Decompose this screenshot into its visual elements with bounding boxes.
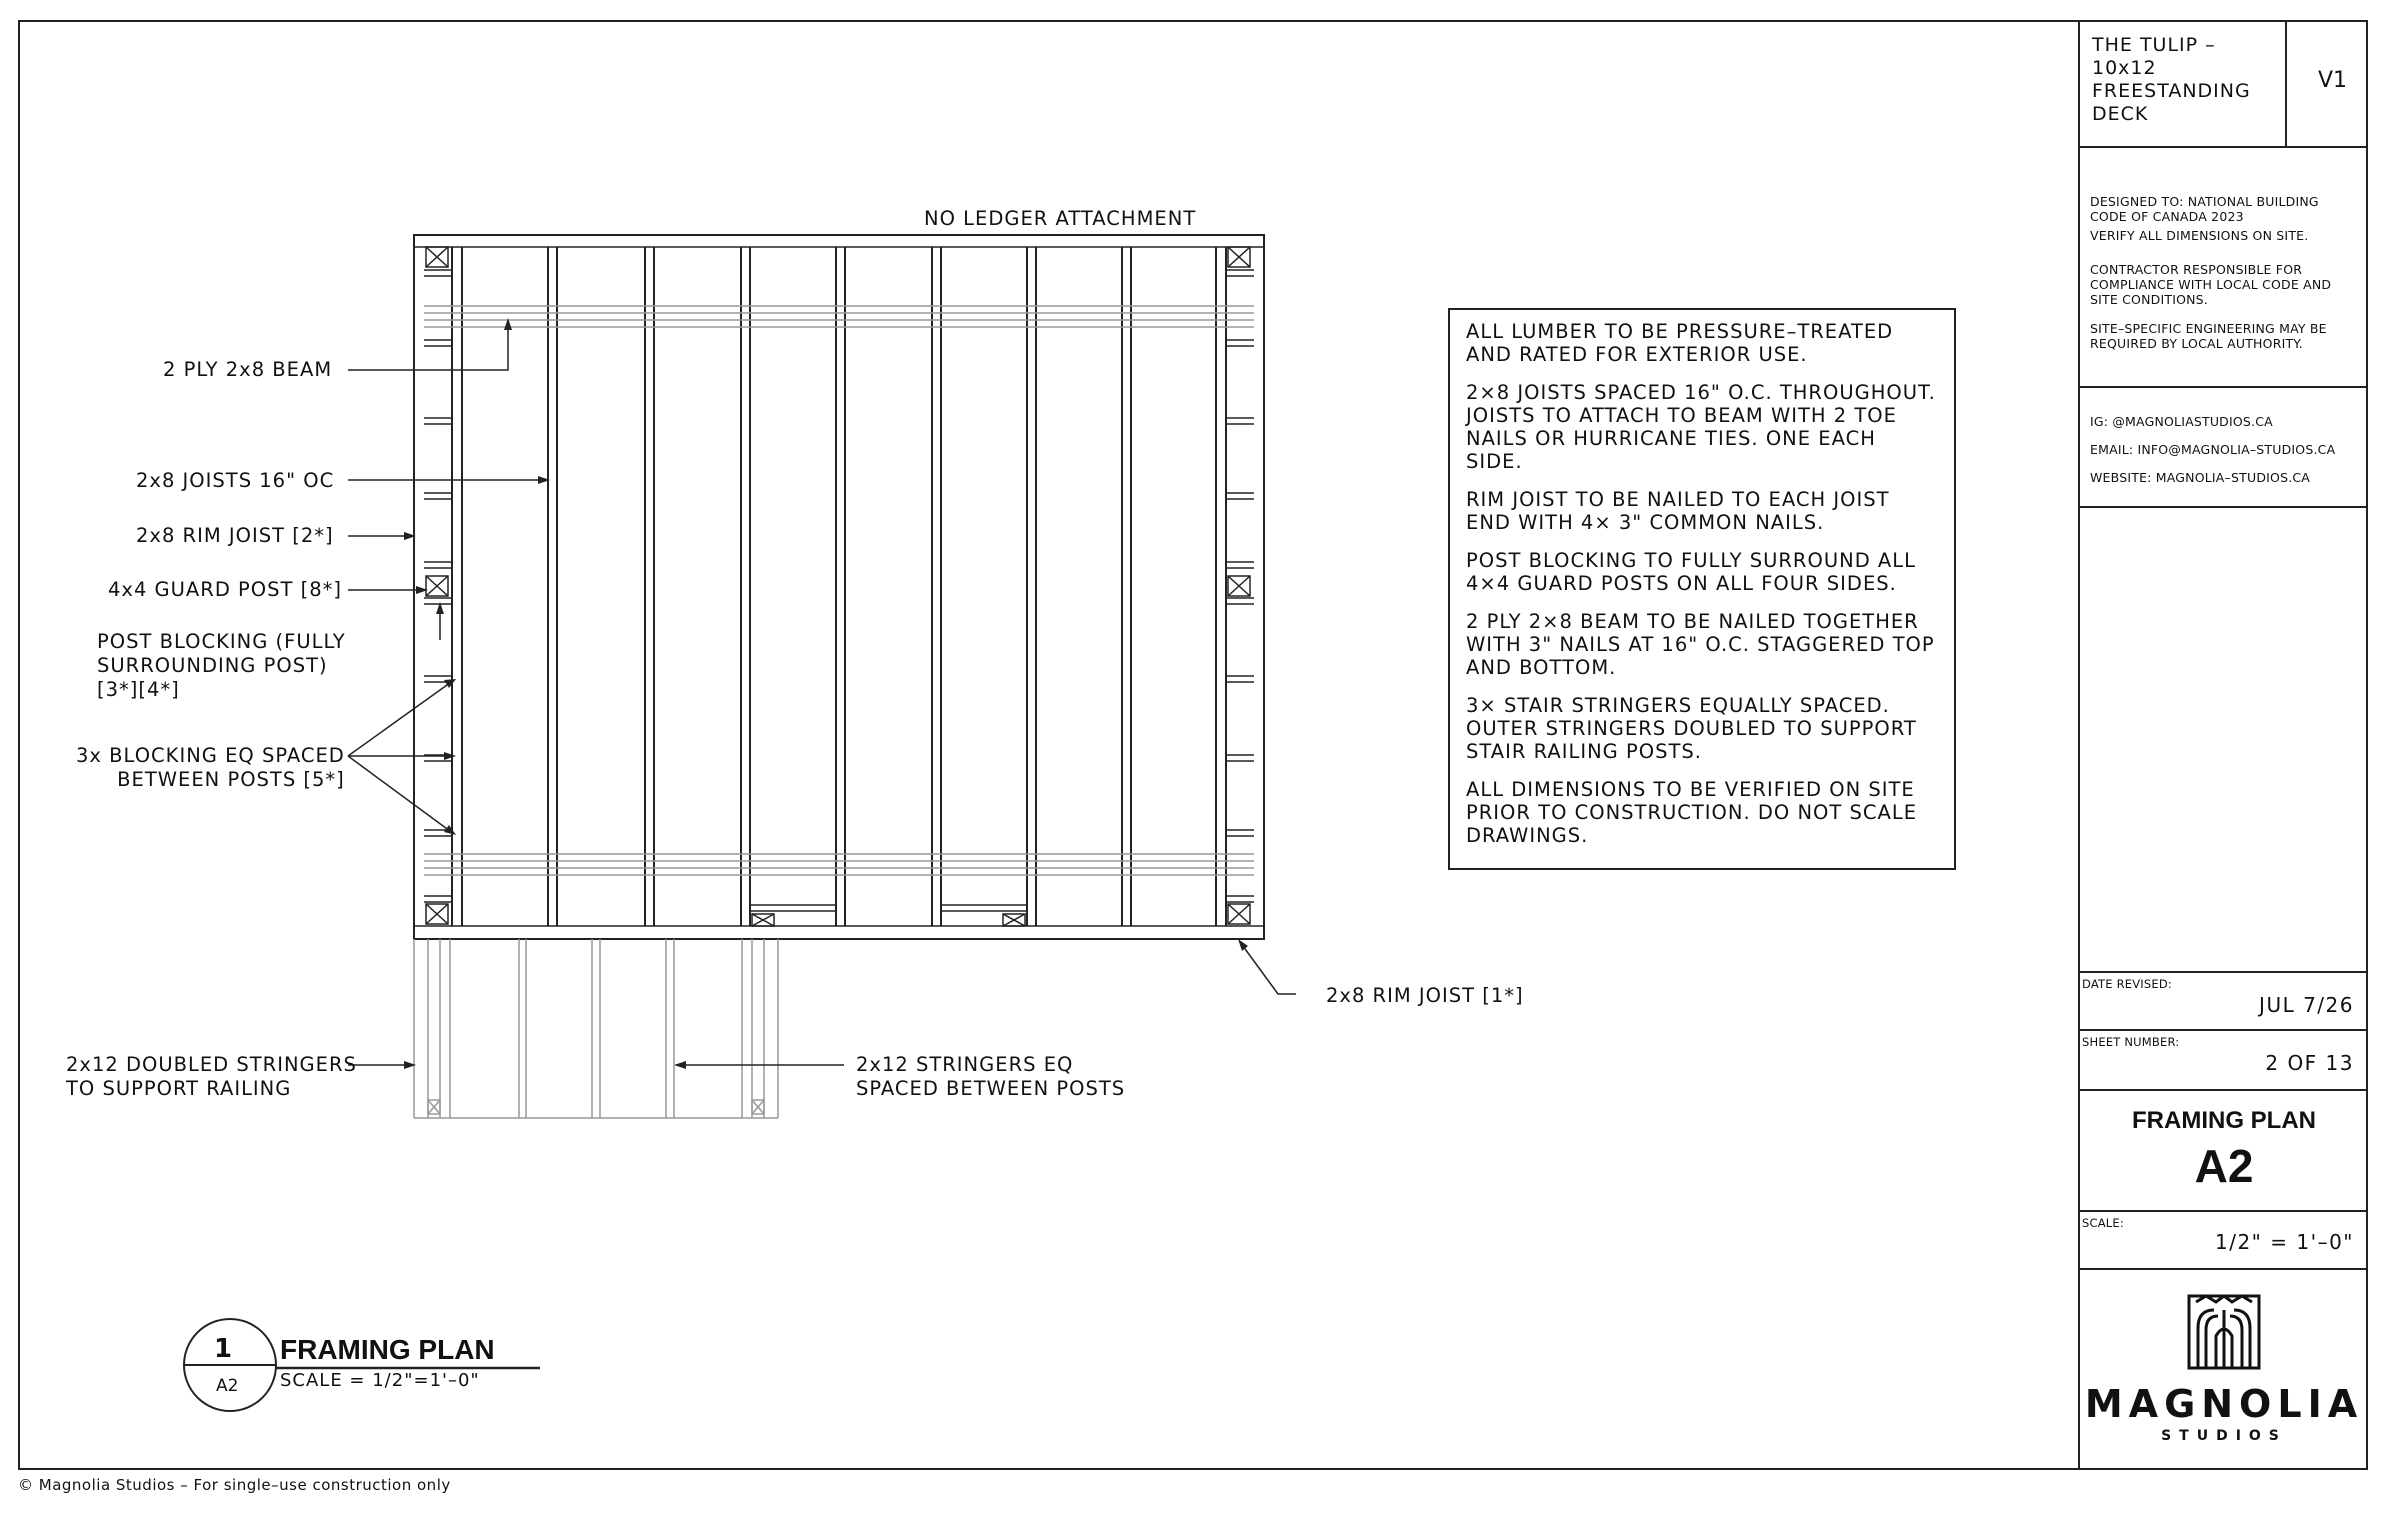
callout-post-blocking: POST BLOCKING (FULLY SURROUNDING POST) [3*][4*] [97,630,346,701]
view-number: 1 [214,1334,233,1364]
general-notes-row [2080,148,2368,388]
sheet-number-label: SHEET NUMBER: [2082,1035,2180,1049]
date-revised-label: DATE REVISED: [2082,977,2172,991]
version-label: V1 [2318,68,2348,93]
no-ledger-label: NO LEDGER ATTACHMENT [924,207,1197,230]
date-revised: JUL 7/26 [2259,993,2354,1017]
scale-row [2080,1212,2368,1270]
date-revised-row [2080,973,2368,1031]
construction-notes [1448,308,1956,870]
note-item: ALL DIMENSIONS TO BE VERIFIED ON SITE PRIOR TO CONSTRUCTION. DO NOT SCALE DRAWINGS. [1466,778,1918,847]
drawing-title-row [2080,1091,2368,1212]
copyright-footer: © Magnolia Studios – For single–use construction only [18,1476,451,1494]
contact-website: WEBSITE: MAGNOLIA–STUDIOS.CA [2090,470,2311,485]
callout-rim-joist-1: 2x8 RIM JOIST [1*] [1326,984,1524,1007]
stair-stringers [414,939,778,1118]
note-item: ALL LUMBER TO BE PRESSURE–TREATED AND RATED FOR EXTERIOR USE. [1466,320,1894,366]
view-sheet: A2 [216,1376,239,1396]
project-title-row [2080,20,2368,148]
logo-name: MAGNOLIA [2084,1382,2364,1426]
sheet-number: 2 OF 13 [2265,1051,2354,1075]
callout-rim-joist-2: 2x8 RIM JOIST [2*] [136,524,334,547]
drawing-number: A2 [2194,1140,2254,1192]
sheet-number-row [2080,1031,2368,1091]
title-block [2078,20,2368,1470]
general-note: SITE–SPECIFIC ENGINEERING MAY BE REQUIRED BY LOCAL AUTHORITY. [2090,321,2327,351]
joists [548,247,1131,926]
scale-value: 1/2" = 1'–0" [2214,1230,2354,1254]
general-note: VERIFY ALL DIMENSIONS ON SITE. [2090,228,2309,243]
note-item: 3× STAIR STRINGERS EQUALLY SPACED. OUTER STRINGERS DOUBLED TO SUPPORT STAIR RAILING POSTS. [1466,694,1917,763]
note-item: 2×8 JOISTS SPACED 16" O.C. THROUGHOUT. JOISTS TO ATTACH TO BEAM WITH 2 TOE NAILS OR HURRICANE TIES. ONE EACH SIDE. [1466,381,1936,473]
contact-row [2080,388,2368,508]
drawing-title: FRAMING PLAN [2132,1107,2316,1134]
deck-outline [414,235,1264,939]
leader-lines [348,322,1296,1065]
callout-guard-post: 4x4 GUARD POST [8*] [108,578,343,601]
general-note: CONTRACTOR RESPONSIBLE FOR COMPLIANCE WITH LOCAL CODE AND SITE CONDITIONS. [2090,262,2332,307]
callout-blocking: 3x BLOCKING EQ SPACED BETWEEN POSTS [5*] [76,744,345,791]
logo-area [2080,1270,2368,1468]
contact-email: EMAIL: INFO@MAGNOLIA–STUDIOS.CA [2090,442,2336,457]
guard-posts [426,247,1250,926]
view-scale: SCALE = 1/2"=1'–0" [280,1370,480,1391]
note-item: 2 PLY 2×8 BEAM TO BE NAILED TOGETHER WITH 3" NAILS AT 16" O.C. STAGGERED TOP AND BOTTOM. [1466,610,1935,679]
callout-beam: 2 PLY 2x8 BEAM [163,358,333,381]
general-note: DESIGNED TO: NATIONAL BUILDING CODE OF CANADA 2023 [2090,194,2319,224]
scale-label: SCALE: [2082,1216,2124,1230]
note-item: RIM JOIST TO BE NAILED TO EACH JOIST END WITH 4× 3" COMMON NAILS. [1466,488,1890,534]
project-title: THE TULIP – 10x12 FREESTANDING DECK [2092,34,2251,125]
view-title: FRAMING PLAN [280,1334,495,1365]
logo-sub: STUDIOS [2161,1428,2287,1444]
contact-ig: IG: @MAGNOLIASTUDIOS.CA [2090,414,2273,429]
note-item: POST BLOCKING TO FULLY SURROUND ALL 4×4 GUARD POSTS ON ALL FOUR SIDES. [1466,549,1916,595]
callout-joists: 2x8 JOISTS 16" OC [136,469,335,492]
blank-row [2080,508,2368,973]
callout-doubled-stringers: 2x12 DOUBLED STRINGERS TO SUPPORT RAILING [66,1053,357,1100]
callout-stringers: 2x12 STRINGERS EQ SPACED BETWEEN POSTS [856,1053,1126,1100]
